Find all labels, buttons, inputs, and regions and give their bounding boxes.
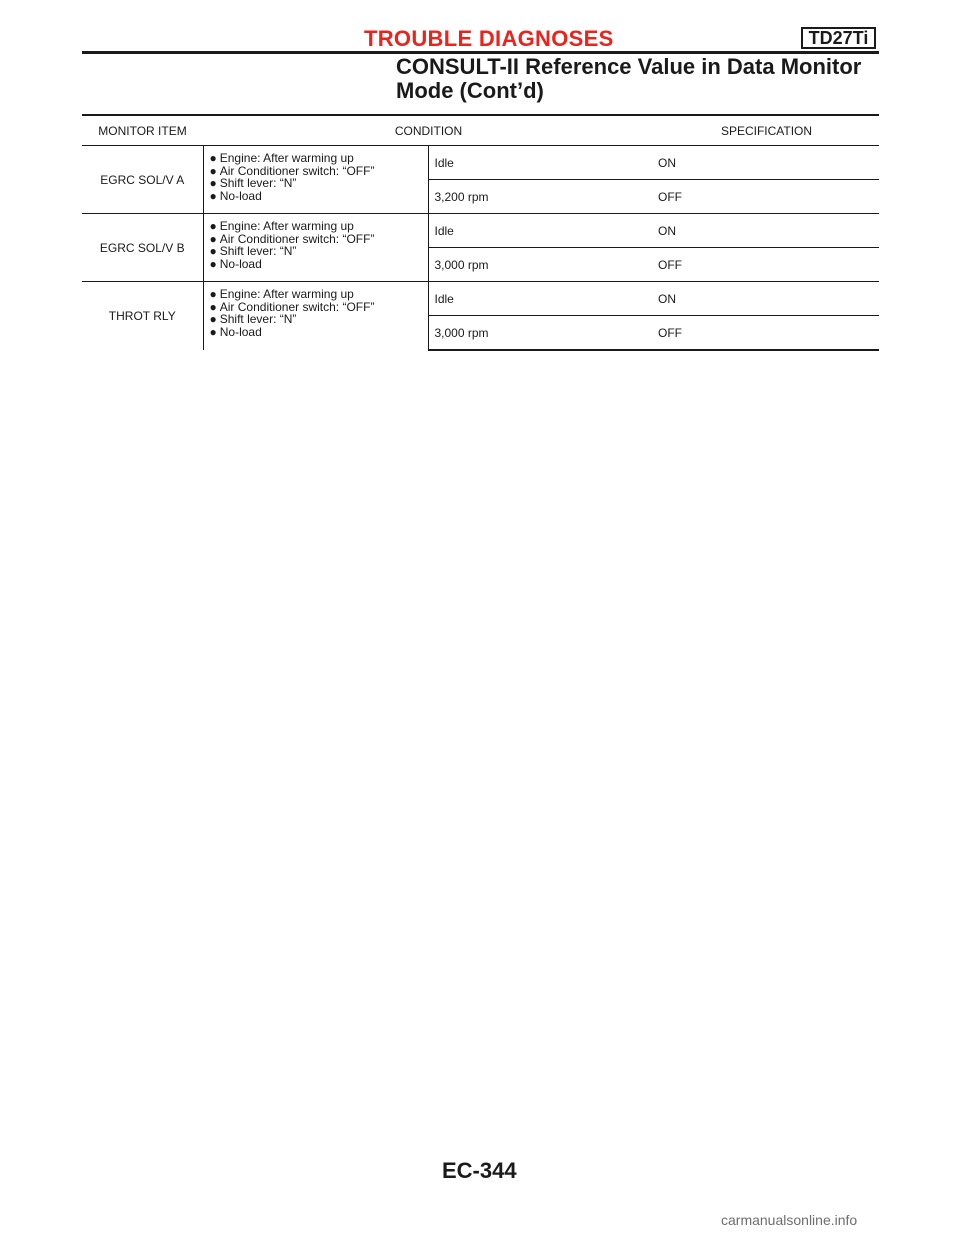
engine-state-cell: Idle [428, 146, 654, 180]
condition-text: Engine: After warming up [219, 287, 354, 301]
bullet-icon: ● [209, 231, 217, 246]
col-header-condition: CONDITION [203, 115, 654, 146]
bullet-icon: ● [209, 219, 217, 233]
col-header-monitor-item: MONITOR ITEM [82, 115, 203, 146]
monitor-item-cell: EGRC SOL/V B [82, 214, 203, 282]
condition-text: Shift lever: “N” [219, 176, 297, 190]
page-title [396, 55, 876, 103]
condition-text: Air Conditioner switch: “OFF” [219, 299, 375, 314]
condition-text: Air Conditioner switch: “OFF” [219, 231, 375, 246]
bullet-icon: ● [209, 256, 217, 271]
engine-state-cell: 3,200 rpm [428, 180, 654, 214]
condition-cell [203, 214, 428, 282]
watermark: carmanualsonline.info [721, 1212, 858, 1228]
col-header-specification: SPECIFICATION [654, 115, 879, 146]
engine-state-cell: 3,000 rpm [428, 316, 654, 351]
condition-text: Shift lever: “N” [219, 312, 297, 326]
condition-item [210, 258, 428, 271]
condition-item [210, 326, 428, 339]
table-header-row [82, 115, 879, 146]
monitor-item-cell: THROT RLY [82, 282, 203, 351]
condition-text: No-load [219, 188, 262, 203]
condition-item [210, 190, 428, 203]
table-row [82, 146, 879, 180]
condition-list [210, 220, 428, 270]
page-title-line-1: CONSULT-II Reference Value in Data Monitor [396, 54, 862, 79]
page-number: EC-344 [442, 1158, 517, 1183]
condition-cell [203, 146, 428, 214]
condition-list [210, 288, 428, 338]
page-title-line-2: Mode (Cont’d) [396, 78, 544, 103]
condition-text: Engine: After warming up [219, 219, 354, 233]
condition-cell [203, 282, 428, 351]
specification-cell: OFF [654, 248, 879, 282]
section-header: TROUBLE DIAGNOSES [364, 26, 614, 51]
bullet-icon: ● [209, 151, 217, 165]
specification-cell: ON [654, 146, 879, 180]
specification-cell: OFF [654, 180, 879, 214]
specification-cell: OFF [654, 316, 879, 351]
table-row [82, 282, 879, 316]
engine-state-cell: Idle [428, 214, 654, 248]
monitor-item-cell: EGRC SOL/V A [82, 146, 203, 214]
bullet-icon: ● [209, 287, 217, 301]
condition-text: No-load [219, 256, 262, 271]
bullet-icon: ● [209, 163, 217, 178]
bullet-icon: ● [209, 244, 217, 258]
condition-text: Engine: After warming up [219, 151, 354, 165]
engine-state-cell: 3,000 rpm [428, 248, 654, 282]
condition-list [210, 152, 428, 202]
condition-text: Air Conditioner switch: “OFF” [219, 163, 375, 178]
bullet-icon: ● [209, 176, 217, 190]
reference-value-table [82, 114, 879, 351]
specification-cell: ON [654, 214, 879, 248]
condition-text: Shift lever: “N” [219, 244, 297, 258]
bullet-icon: ● [209, 188, 217, 203]
engine-state-cell: Idle [428, 282, 654, 316]
bullet-icon: ● [209, 324, 217, 339]
table-body [82, 146, 879, 351]
bullet-icon: ● [209, 299, 217, 314]
condition-text: No-load [219, 324, 262, 339]
specification-cell: ON [654, 282, 879, 316]
engine-badge: TD27Ti [801, 27, 876, 49]
bullet-icon: ● [209, 312, 217, 326]
table-row [82, 214, 879, 248]
